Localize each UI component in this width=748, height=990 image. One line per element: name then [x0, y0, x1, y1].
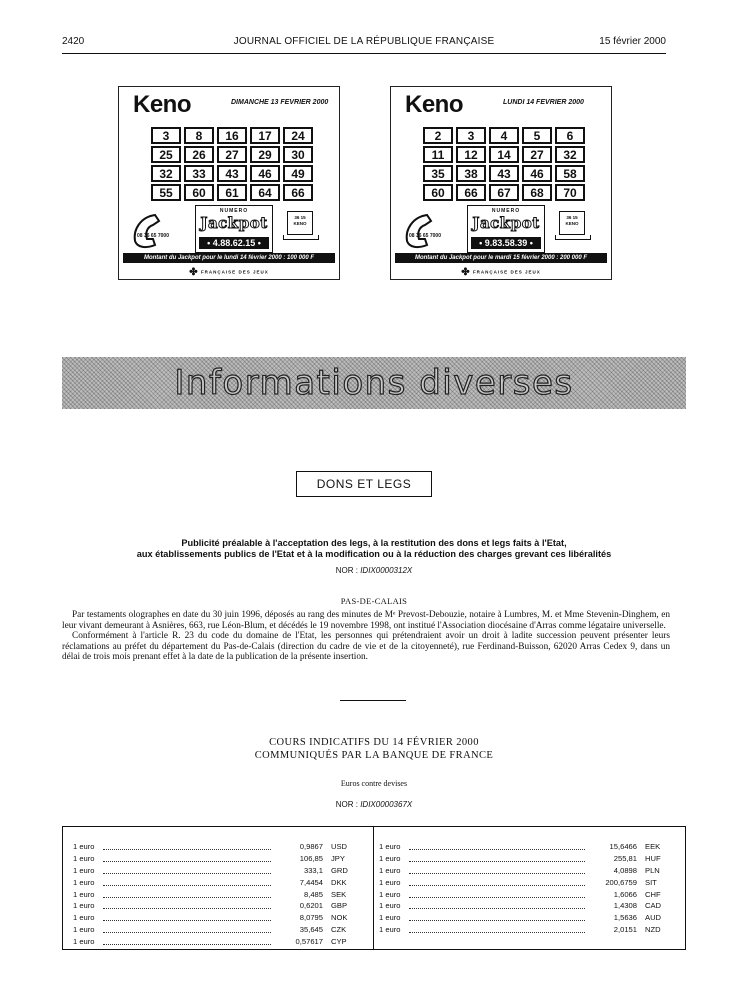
currency-code: PLN: [645, 865, 660, 875]
leader-dots: [103, 902, 271, 909]
rate-row: [379, 924, 675, 936]
page-header: [62, 36, 666, 50]
phone-number: 08 36 65 7000: [409, 233, 441, 239]
rate-value: 200,6759: [605, 877, 637, 887]
nor-label: NOR :: [335, 566, 358, 575]
keno-number: 3: [456, 127, 486, 144]
jackpot-number: • 4.88.62.15 •: [199, 237, 269, 249]
publicity-heading-line: Publicité préalable à l'acceptation des legs, à la restitution des dons et legs faits à l'Etat,: [181, 538, 567, 548]
rate-value: 7,4454: [299, 877, 323, 887]
rate-value: 1,6066: [613, 889, 637, 899]
leader-dots: [103, 867, 271, 874]
exchange-rates-subtitle: Euros contre devises: [340, 779, 408, 788]
rate-row: [379, 900, 675, 912]
minitel-base: [555, 235, 591, 240]
rate-value: 333,1: [303, 865, 323, 875]
nor-code: IDIX0000367X: [360, 800, 413, 809]
leader-dots: [103, 926, 271, 933]
keno-number: 3: [151, 127, 181, 144]
currency-code: HUF: [645, 854, 661, 864]
rate-row: [73, 924, 361, 936]
publicity-heading-line: aux établissements publics de l'Etat et à la modification ou à la réduction des charges grevant ces libéralités: [136, 549, 612, 559]
keno-number: 11: [423, 146, 453, 163]
rate-unit: 1 euro: [73, 924, 95, 934]
keno-number: 60: [184, 184, 214, 201]
minitel-icon: 36 15 KENO: [559, 211, 585, 235]
rate-row: [379, 876, 675, 888]
operator-logo: [119, 267, 339, 278]
rate-unit: 1 euro: [379, 877, 401, 887]
currency-code: SEK: [331, 889, 347, 899]
keno-number: 2: [423, 127, 453, 144]
rate-value: 106,85: [299, 854, 323, 864]
currency-code: DKK: [331, 877, 347, 887]
section-title-box: DONS ET LEGS: [296, 471, 432, 497]
currency-code: NOK: [331, 913, 348, 923]
leader-dots: [103, 914, 271, 921]
rate-unit: 1 euro: [379, 913, 401, 923]
keno-number: 30: [283, 146, 313, 163]
keno-draw-date: LUNDI 14 FEVRIER 2000: [503, 99, 584, 106]
leader-dots: [103, 843, 271, 850]
nor-code: IDIX0000312X: [360, 566, 413, 575]
region-heading: PAS-DE-CALAIS: [340, 596, 408, 606]
leader-dots: [409, 843, 585, 850]
currency-code: GRD: [331, 865, 348, 875]
leader-dots: [103, 855, 271, 862]
rate-row: [73, 900, 361, 912]
currency-code: USD: [331, 842, 348, 852]
keno-number: 43: [217, 165, 247, 182]
rate-unit: 1 euro: [73, 865, 95, 875]
rate-row: [73, 841, 361, 853]
currency-code: CAD: [645, 901, 662, 911]
rate-unit: 1 euro: [379, 924, 401, 934]
rate-unit: 1 euro: [73, 854, 95, 864]
rate-row: [379, 865, 675, 877]
currency-code: CYP: [331, 936, 347, 946]
keno-number: 58: [555, 165, 585, 182]
keno-number: 6: [555, 127, 585, 144]
rate-value: 8,485: [303, 889, 323, 899]
exchange-rates-source: COMMUNIQUÉS PAR LA BANQUE DE FRANCE: [254, 750, 494, 761]
leader-dots: [409, 855, 585, 862]
keno-number: 60: [423, 184, 453, 201]
rate-unit: 1 euro: [379, 901, 401, 911]
keno-number: 16: [217, 127, 247, 144]
rate-unit: 1 euro: [73, 936, 95, 946]
rate-unit: 1 euro: [379, 889, 401, 899]
keno-number: 32: [555, 146, 585, 163]
keno-logo: Keno: [405, 91, 463, 118]
section-banner-title: Informations diverses: [174, 363, 574, 403]
leader-dots: [409, 914, 585, 921]
keno-number: 66: [283, 184, 313, 201]
keno-number: 24: [283, 127, 313, 144]
leader-dots: [409, 879, 585, 886]
rate-row: [73, 912, 361, 924]
rate-value: 35,645: [299, 924, 323, 934]
exchange-rates-table: [62, 826, 686, 950]
rate-unit: 1 euro: [379, 842, 401, 852]
keno-number: 8: [184, 127, 214, 144]
nor-reference: [0, 566, 748, 575]
rate-unit: 1 euro: [73, 913, 95, 923]
keno-number: 38: [456, 165, 486, 182]
keno-number-grid: [423, 127, 585, 201]
rate-value: 15,6466: [609, 842, 637, 852]
keno-number: 43: [489, 165, 519, 182]
keno-number: 14: [489, 146, 519, 163]
currency-code: GBP: [331, 901, 348, 911]
leader-dots: [409, 867, 585, 874]
section-banner: [62, 357, 686, 409]
keno-number: 35: [423, 165, 453, 182]
keno-number: 25: [151, 146, 181, 163]
keno-number: 4: [489, 127, 519, 144]
keno-number: 29: [250, 146, 280, 163]
currency-code: AUD: [645, 913, 662, 923]
keno-number: 66: [456, 184, 486, 201]
keno-number: 5: [522, 127, 552, 144]
keno-logo: Keno: [133, 91, 191, 118]
currency-code: JPY: [331, 854, 345, 864]
currency-code: NZD: [645, 924, 661, 934]
operator-name: FRANÇAISE DES JEUX: [200, 269, 269, 275]
keno-number: 61: [217, 184, 247, 201]
leader-dots: [103, 938, 271, 945]
currency-code: CZK: [331, 924, 347, 934]
exchange-rates-title: COURS INDICATIFS DU 14 FÉVRIER 2000: [269, 737, 479, 748]
rate-value: 1,5636: [613, 913, 637, 923]
currency-code: EEK: [645, 842, 661, 852]
rate-row: [73, 876, 361, 888]
keno-draw-date: DIMANCHE 13 FEVRIER 2000: [231, 99, 329, 106]
leader-dots: [103, 879, 271, 886]
clover-icon: ✤: [461, 267, 471, 278]
column-divider: [373, 827, 374, 949]
telephone-icon: [131, 211, 173, 251]
rate-row: [73, 853, 361, 865]
rate-unit: 1 euro: [379, 865, 401, 875]
leader-dots: [409, 926, 585, 933]
rate-value: 255,81: [613, 854, 637, 864]
rate-unit: 1 euro: [73, 901, 95, 911]
section-separator: [340, 700, 406, 701]
rate-unit: 1 euro: [73, 889, 95, 899]
keno-number: 17: [250, 127, 280, 144]
rate-value: 0,57617: [295, 936, 323, 946]
rate-row: [379, 853, 675, 865]
keno-number-grid: [151, 127, 313, 201]
rate-value: 4,0898: [613, 865, 637, 875]
rate-value: 0,9867: [299, 842, 323, 852]
notice-paragraph: Par testaments olographes en date du 30 juin 1996, déposés au rang des minutes de Mᵉ Prevost-Debouzie, notaire à Lumbres, M. et Mme Stevenin-Dinghem, en leur vivant demeurant à Asnières, 663, rue Léon-Blum, et décédés le 19 novembre 1998, ont institué l'Association diocésaine d'Arras comme légataire universelle.: [62, 610, 670, 631]
publicity-heading: [62, 538, 686, 560]
keno-number: 55: [151, 184, 181, 201]
rate-unit: 1 euro: [73, 877, 95, 887]
leader-dots: [103, 891, 271, 898]
rate-row: [379, 841, 675, 853]
header-rule: [62, 53, 666, 54]
keno-number: 12: [456, 146, 486, 163]
rate-unit: 1 euro: [73, 842, 95, 852]
keno-number: 32: [151, 165, 181, 182]
keno-number: 70: [555, 184, 585, 201]
jackpot-number: • 9.83.58.39 •: [471, 237, 541, 249]
keno-result-sunday: [118, 86, 340, 280]
rates-column-left: [73, 841, 361, 947]
rate-value: 0,6201: [299, 901, 323, 911]
jackpot-box: [467, 205, 545, 253]
jackpot-number-label: NUMERO: [491, 208, 521, 214]
telephone-icon: [403, 211, 445, 251]
leader-dots: [409, 891, 585, 898]
notice-paragraph: Conformément à l'article R. 23 du code du domaine de l'Etat, les personnes qui prétendraient avoir un droit à ladite succession peuvent présenter leurs réclamations au préfet du département du Pas-de-Calais (direction du cadre de vie et de la citoyenneté), rue Ferdinand-Buisson, 62020 Arras Cedex 9, dans un délai de trois mois prenant effet à la date de la publication de la présente insertion.: [62, 631, 670, 663]
rate-row: [73, 935, 361, 947]
keno-number: 68: [522, 184, 552, 201]
rate-row: [379, 888, 675, 900]
keno-result-monday: [390, 86, 612, 280]
jackpot-number-label: NUMERO: [219, 208, 249, 214]
keno-number: 33: [184, 165, 214, 182]
jackpot-amount-bar: Montant du Jackpot pour le lundi 14 février 2000 : 100 000 F: [123, 253, 335, 263]
jackpot-box: [195, 205, 273, 253]
rate-value: 1,4308: [613, 901, 637, 911]
exchange-rates-heading: [0, 736, 748, 762]
clover-icon: ✤: [189, 267, 199, 278]
keno-number: 46: [250, 165, 280, 182]
currency-code: CHF: [645, 889, 661, 899]
leader-dots: [409, 902, 585, 909]
rate-row: [73, 865, 361, 877]
keno-number: 46: [522, 165, 552, 182]
nor-label: NOR :: [335, 800, 358, 809]
keno-number: 27: [522, 146, 552, 163]
journal-title: JOURNAL OFFICIEL DE LA RÉPUBLIQUE FRANÇAISE: [233, 36, 495, 47]
keno-number: 64: [250, 184, 280, 201]
rate-row: [73, 888, 361, 900]
rates-column-right: [379, 841, 675, 935]
keno-number: 67: [489, 184, 519, 201]
page-number: 2420: [62, 36, 85, 47]
rate-unit: 1 euro: [379, 854, 401, 864]
rate-value: 8,0795: [299, 913, 323, 923]
rate-row: [379, 912, 675, 924]
currency-code: SIT: [645, 877, 657, 887]
issue-date: 15 février 2000: [599, 36, 666, 47]
notice-body: [62, 610, 670, 663]
operator-logo: [391, 267, 611, 278]
keno-number: 49: [283, 165, 313, 182]
minitel-base: [283, 235, 319, 240]
jackpot-word: Jackpot: [200, 214, 268, 232]
operator-name: FRANÇAISE DES JEUX: [472, 269, 541, 275]
rate-value: 2,0151: [613, 924, 637, 934]
nor-reference: [0, 800, 748, 809]
minitel-icon: 36 15 KENO: [287, 211, 313, 235]
keno-number: 27: [217, 146, 247, 163]
jackpot-amount-bar: Montant du Jackpot pour le mardi 15 février 2000 : 200 000 F: [395, 253, 607, 263]
keno-number: 26: [184, 146, 214, 163]
jackpot-word: Jackpot: [472, 214, 540, 232]
phone-number: 08 36 65 7000: [137, 233, 169, 239]
